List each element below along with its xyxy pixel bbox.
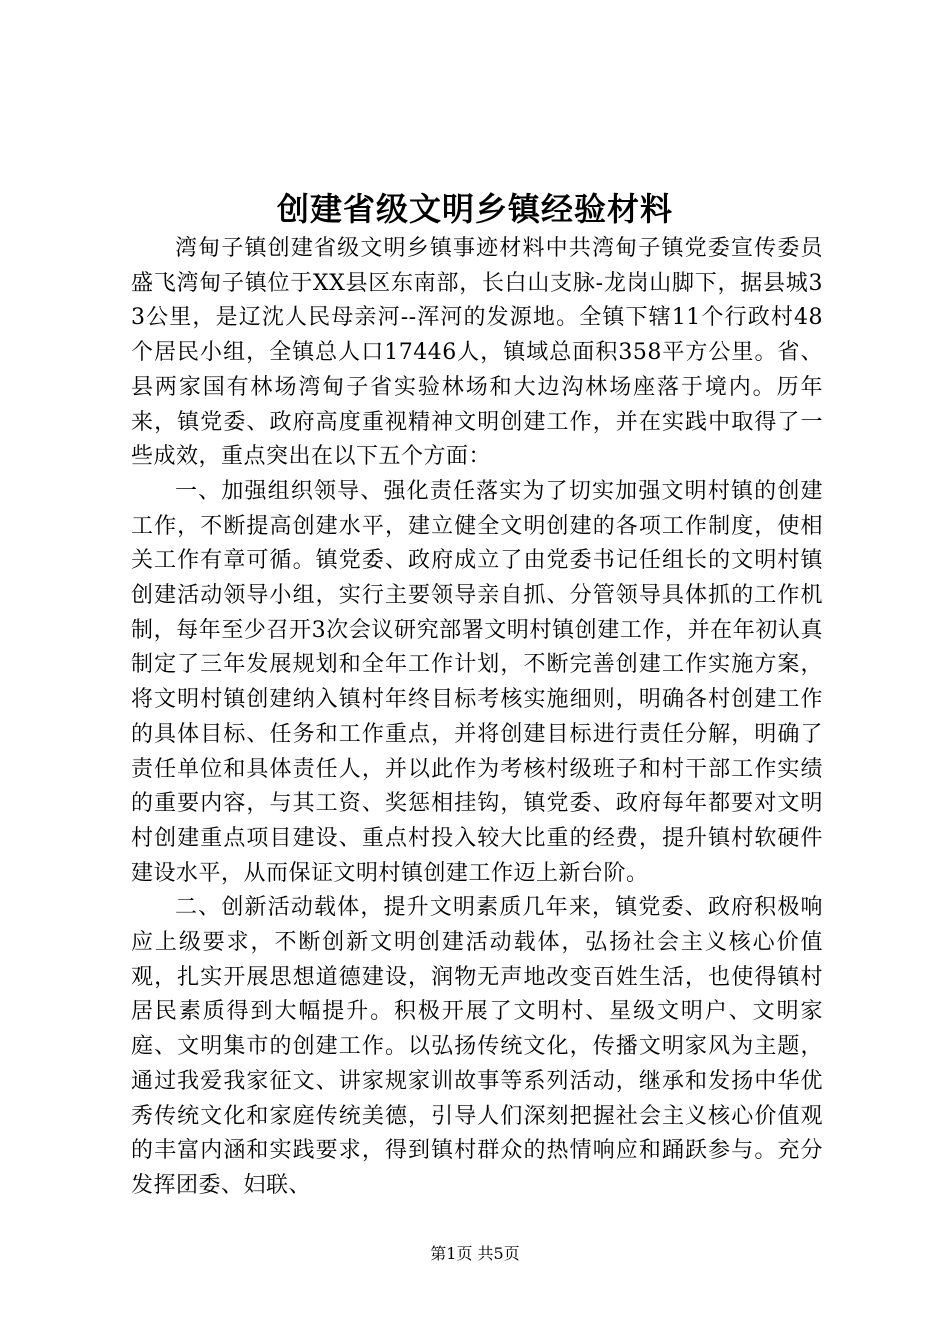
- document-title: 创建省级文明乡镇经验材料: [276, 190, 673, 228]
- body-paragraph-intro: 湾甸子镇创建省级文明乡镇事迹材料中共湾甸子镇党委宣传委员盛飞湾甸子镇位于XX县区东南部，长白山支脉-龙岗山脚下，据县城33公里，是辽沈人民母亲河--浑河的发源地。全镇下辖11个行政村48个居民小组，全镇总人口17446人，镇域总面积358平方公里。省、县两家国有林场湾甸子省实验林场和大边沟林场座落于境内。历年来，镇党委、政府高度重视精神文明创建工作，并在实践中取得了一些成效，重点突出在以下五个方面：: [131, 236, 823, 470]
- document-body: [131, 232, 823, 1204]
- page-number-footer: 第1页 共5页: [430, 1244, 520, 1263]
- body-paragraph-section-2: 二、创新活动载体，提升文明素质几年来，镇党委、政府积极响应上级要求，不断创新文明创建活动载体，弘扬社会主义核心价值观，扎实开展思想道德建设，润物无声地改变百姓生活，也使得镇村居民素质得到大幅提升。积极开展了文明村、星级文明户、文明家庭、文明集市的创建工作。以弘扬传统文化，传播文明家风为主题，通过我爱我家征文、讲家规家训故事等系列活动，继承和发扬中华优秀传统文化和家庭传统美德，引导人们深刻把握社会主义核心价值观的丰富内涵和实践要求，得到镇村群众的热情响应和踊跃参与。充分发挥团委、妇联、: [131, 895, 823, 1198]
- body-paragraph-section-1: 一、加强组织领导、强化责任落实为了切实加强文明村镇的创建工作，不断提高创建水平，建立健全文明创建的各项工作制度，使相关工作有章可循。镇党委、政府成立了由党委书记任组长的文明村镇创建活动领导小组，实行主要领导亲自抓、分管领导具体抓的工作机制，每年至少召开3次会议研究部署文明村镇创建工作，并在年初认真制定了三年发展规划和全年工作计划，不断完善创建工作实施方案，将文明村镇创建纳入镇村年终目标考核实施细则，明确各村创建工作的具体目标、任务和工作重点，并将创建目标进行责任分解，明确了责任单位和具体责任人，并以此作为考核村级班子和村干部工作实绩的重要内容，与其工资、奖惩相挂钩，镇党委、政府每年都要对文明村创建重点项目建设、重点村投入较大比重的经费，提升镇村软硬件建设水平，从而保证文明村镇创建工作迈上新台阶。: [131, 478, 823, 886]
